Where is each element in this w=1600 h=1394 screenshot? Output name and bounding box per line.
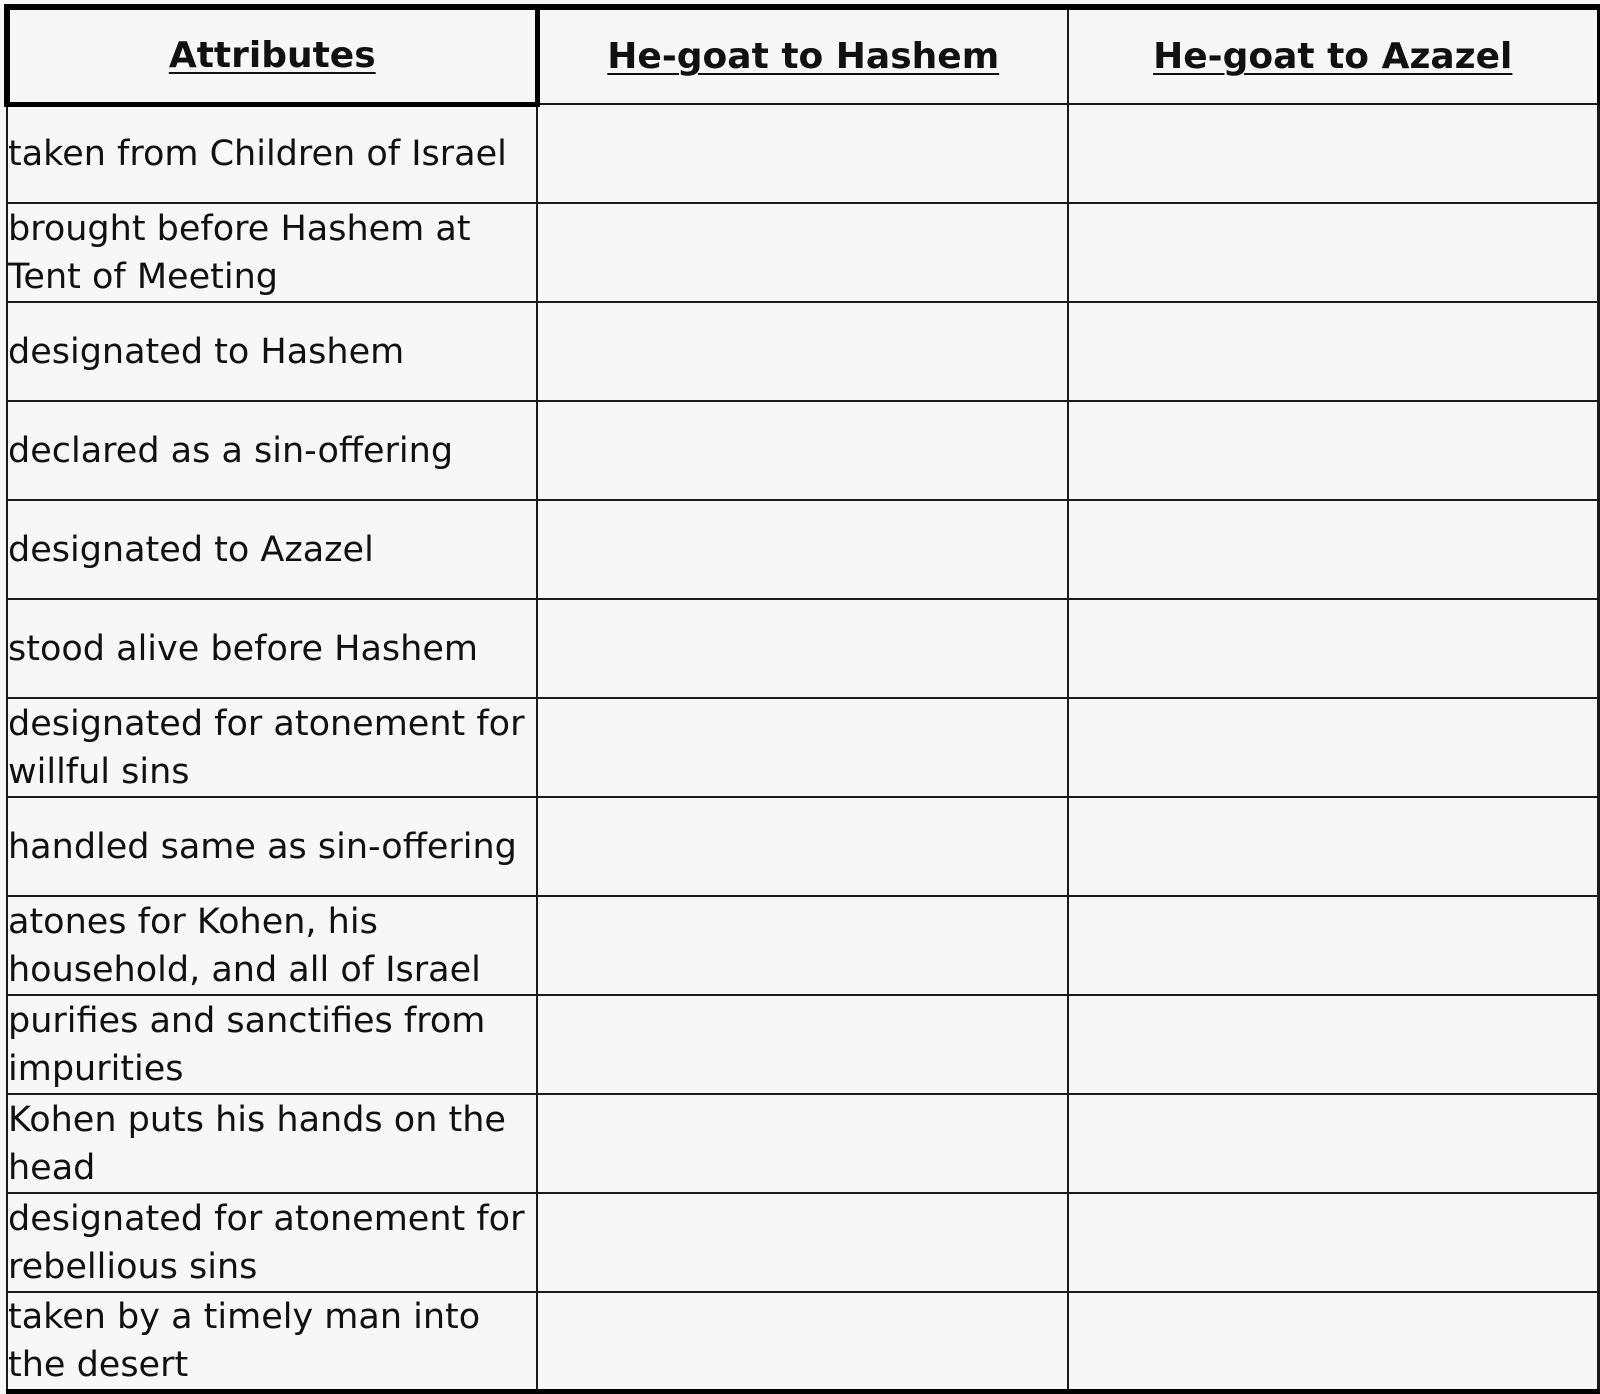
azazel-cell[interactable] <box>1068 599 1599 698</box>
attribute-cell: taken by a timely man into the desert <box>7 1292 537 1392</box>
azazel-cell[interactable] <box>1068 1094 1599 1193</box>
hashem-cell[interactable] <box>537 302 1068 401</box>
azazel-cell[interactable] <box>1068 995 1599 1094</box>
hashem-cell[interactable] <box>537 1292 1068 1392</box>
table-row <box>7 1193 1599 1292</box>
comparison-table <box>4 4 1600 1394</box>
hashem-cell[interactable] <box>537 1193 1068 1292</box>
table-row <box>7 896 1599 995</box>
attribute-cell: brought before Hashem at Tent of Meeting <box>7 203 537 302</box>
azazel-cell[interactable] <box>1068 104 1599 203</box>
header-hegoat-azazel: He-goat to Azazel <box>1068 7 1599 104</box>
azazel-cell[interactable] <box>1068 302 1599 401</box>
header-attributes: Attributes <box>7 7 537 104</box>
hashem-cell[interactable] <box>537 203 1068 302</box>
azazel-cell[interactable] <box>1068 896 1599 995</box>
attribute-cell: atones for Kohen, his household, and all of Israel <box>7 896 537 995</box>
attribute-cell: designated to Azazel <box>7 500 537 599</box>
attribute-cell: declared as a sin-offering <box>7 401 537 500</box>
table-row <box>7 698 1599 797</box>
azazel-cell[interactable] <box>1068 203 1599 302</box>
attribute-cell: designated for atonement for rebellious sins <box>7 1193 537 1292</box>
attribute-cell: taken from Children of Israel <box>7 104 537 203</box>
header-hegoat-hashem: He-goat to Hashem <box>537 7 1068 104</box>
azazel-cell[interactable] <box>1068 698 1599 797</box>
azazel-cell[interactable] <box>1068 1193 1599 1292</box>
attribute-cell: designated for atonement for willful sins <box>7 698 537 797</box>
azazel-cell[interactable] <box>1068 500 1599 599</box>
attribute-cell: designated to Hashem <box>7 302 537 401</box>
attribute-cell: Kohen puts his hands on the head <box>7 1094 537 1193</box>
header-row <box>7 7 1599 104</box>
table-row <box>7 1094 1599 1193</box>
table-row <box>7 104 1599 203</box>
hashem-cell[interactable] <box>537 401 1068 500</box>
azazel-cell[interactable] <box>1068 797 1599 896</box>
table-row <box>7 401 1599 500</box>
table-row <box>7 302 1599 401</box>
azazel-cell[interactable] <box>1068 1292 1599 1392</box>
azazel-cell[interactable] <box>1068 401 1599 500</box>
table-row <box>7 995 1599 1094</box>
hashem-cell[interactable] <box>537 1094 1068 1193</box>
hashem-cell[interactable] <box>537 995 1068 1094</box>
attribute-cell: handled same as sin-offering <box>7 797 537 896</box>
hashem-cell[interactable] <box>537 698 1068 797</box>
hashem-cell[interactable] <box>537 896 1068 995</box>
table-row <box>7 599 1599 698</box>
hashem-cell[interactable] <box>537 500 1068 599</box>
hashem-cell[interactable] <box>537 599 1068 698</box>
attribute-cell: purifies and sanctifies from impurities <box>7 995 537 1094</box>
table-row <box>7 1292 1599 1392</box>
table-row <box>7 797 1599 896</box>
hashem-cell[interactable] <box>537 797 1068 896</box>
hashem-cell[interactable] <box>537 104 1068 203</box>
attribute-cell: stood alive before Hashem <box>7 599 537 698</box>
table-row <box>7 203 1599 302</box>
table-row <box>7 500 1599 599</box>
